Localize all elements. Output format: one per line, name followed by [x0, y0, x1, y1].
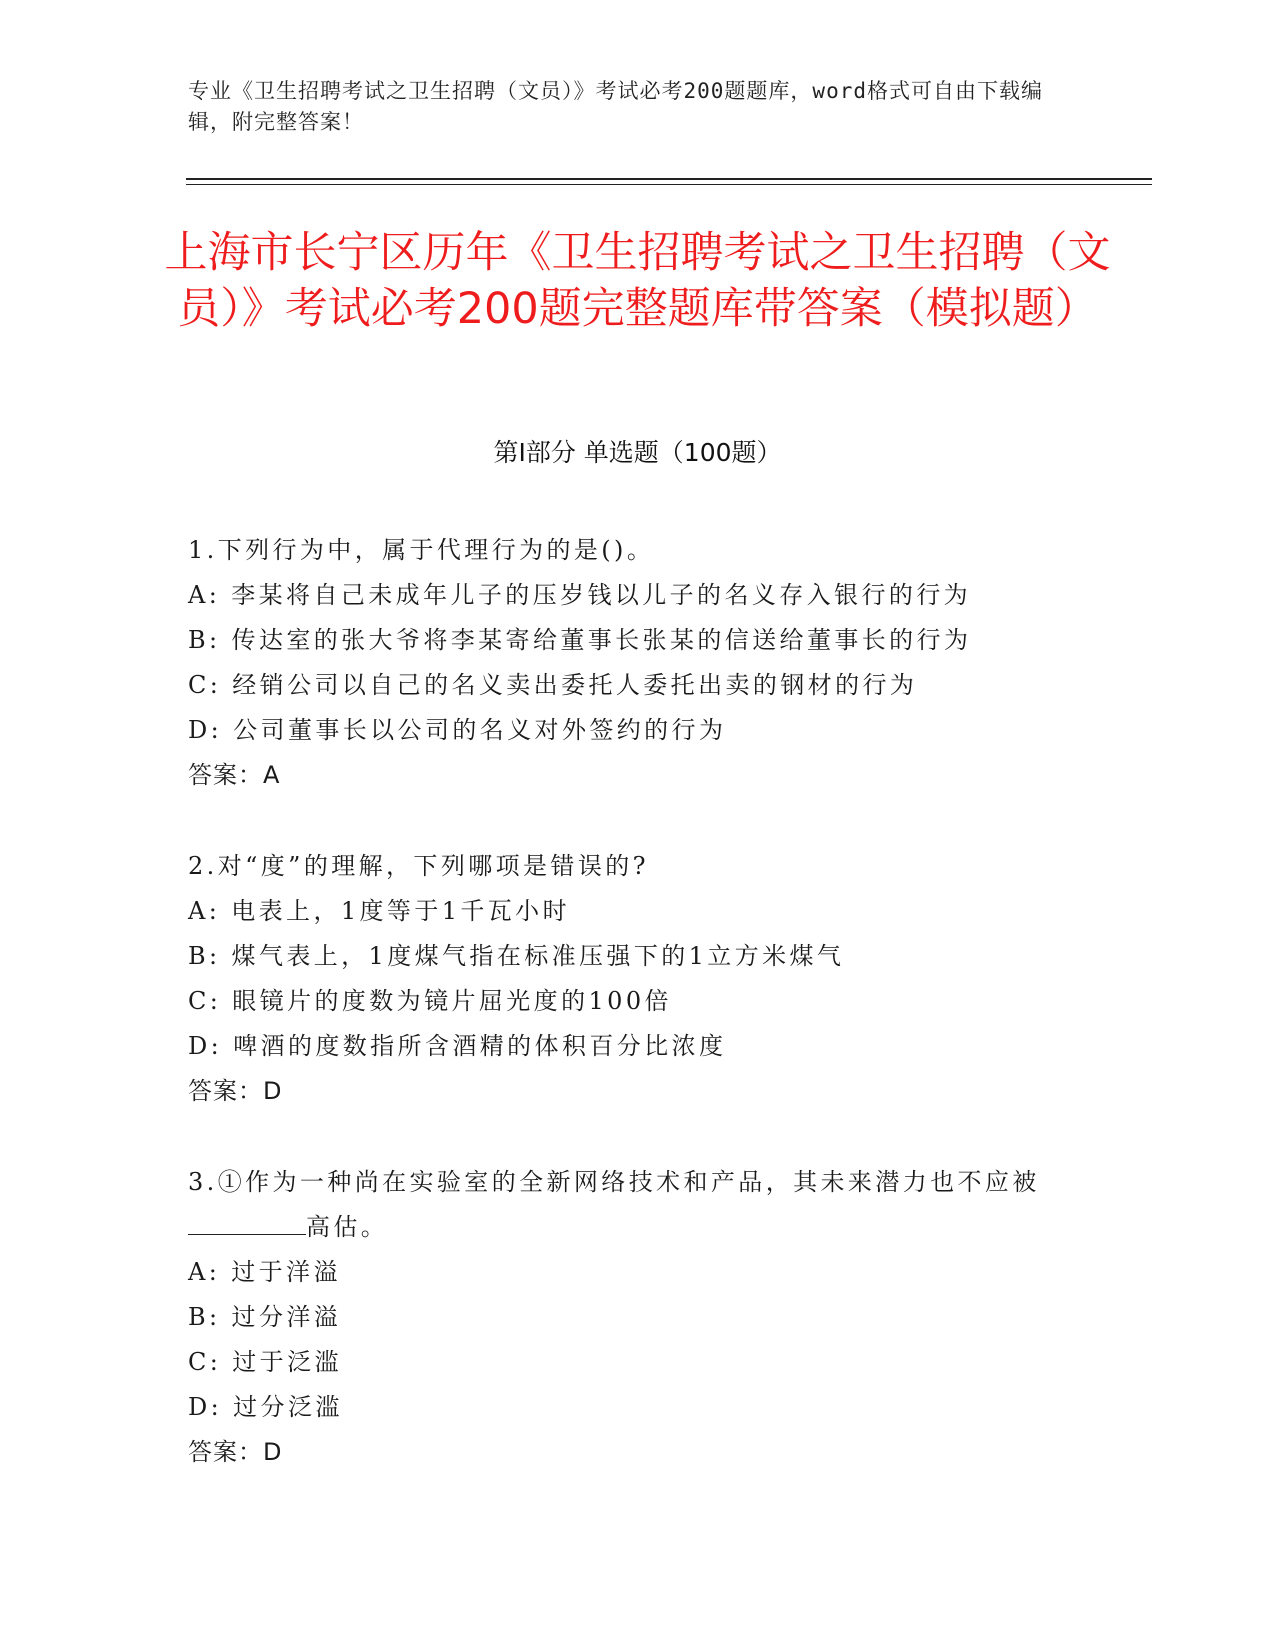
- document-title: 上海市长宁区历年《卫生招聘考试之卫生招聘（文员）》考试必考200题完整题库带答案（模拟题）: [164, 228, 1111, 334]
- option-a: A: 李某将自己未成年儿子的压岁钱以儿子的名义存入银行的行为: [188, 581, 972, 609]
- header-divider-thick: [186, 178, 1152, 180]
- section-title: 第I部分 单选题（100题）: [493, 438, 782, 467]
- fill-blank: [188, 1212, 306, 1235]
- option-a: A: 过于洋溢: [188, 1258, 341, 1286]
- answer: 答案：D: [188, 1438, 283, 1466]
- option-a: A: 电表上，1度等于1千瓦小时: [188, 897, 570, 925]
- header-note: 专业《卫生招聘考试之卫生招聘（文员）》考试必考200题题库，word格式可自由下载编辑，附完整答案！: [188, 79, 1043, 134]
- answer: 答案：A: [188, 761, 281, 789]
- answer: 答案：D: [188, 1077, 283, 1105]
- question-stem-part-1: 3.①作为一种尚在实验室的全新网络技术和产品，其未来潜力也不应被: [188, 1168, 1040, 1196]
- option-b: B: 过分洋溢: [188, 1303, 342, 1331]
- option-d: D: 啤酒的度数指所含酒精的体积百分比浓度: [188, 1032, 727, 1060]
- option-c: C: 过于泛滥: [188, 1348, 342, 1376]
- question-stem: [188, 1160, 1068, 1250]
- question-stem: 2.对“度”的理解，下列哪项是错误的?: [188, 852, 649, 880]
- question-2: [188, 844, 1068, 1114]
- question-stem: 1.下列行为中，属于代理行为的是()。: [188, 536, 655, 564]
- header-divider-thin: [186, 184, 1152, 185]
- question-1: [188, 528, 1068, 798]
- option-c: C: 经销公司以自己的名义卖出委托人委托出卖的钢材的行为: [188, 671, 918, 699]
- option-d: D: 公司董事长以公司的名义对外签约的行为: [188, 716, 727, 744]
- option-d: D: 过分泛滥: [188, 1393, 343, 1421]
- option-b: B: 传达室的张大爷将李某寄给董事长张某的信送给董事长的行为: [188, 626, 972, 654]
- question-list: [188, 528, 1068, 1521]
- option-b: B: 煤气表上，1度煤气指在标准压强下的1立方米煤气: [188, 942, 845, 970]
- option-c: C: 眼镜片的度数为镜片屈光度的100倍: [188, 987, 672, 1015]
- question-stem-part-2: 高估。: [306, 1213, 389, 1241]
- question-3: [188, 1160, 1068, 1475]
